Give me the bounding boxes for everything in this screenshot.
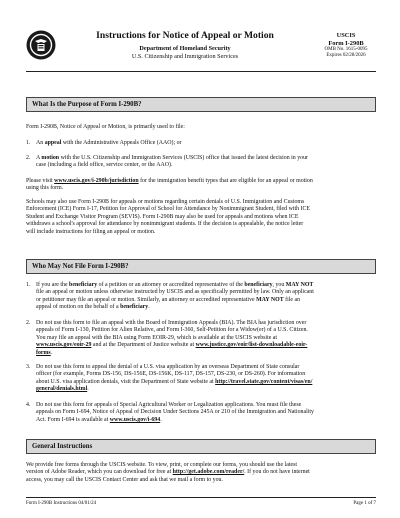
restriction-item-2 (26, 320, 376, 358)
form-info-block (316, 32, 376, 59)
footer-divider (26, 497, 376, 498)
purpose-item-motion (26, 155, 376, 171)
i-694-link[interactable]: www.uscis.gov/i-694 (109, 416, 161, 423)
general-instructions-paragraph: We provide free forms through the USCIS website. To view, print, or complete our forms, you should use the latest version of Adobe Reader, which you can download for free at http://get.adobe.com/reader/. If you do not have internet access, you may call the USCIS Contact Center and ask that we mail a form to you. (26, 462, 310, 483)
list-number: 4. (26, 402, 31, 408)
list-number: 1. (26, 140, 31, 146)
justice-gov-link-cont[interactable]: forms (36, 349, 51, 356)
list-text: Do not use this form to appeal the denial of a U.S. visa application by an overseas Department of State consular officer (for example, Forms DS-156, DS-156E, DS-156K, DS-117, DS-157, DS-230, or DS-260). For information about U.S. visa application denials, visit the Department of State website at http://travel.state.gov/content/visas/en/ general/denials.html. (36, 364, 313, 393)
header-divider (26, 71, 376, 72)
section-heading-purpose: What Is the Purpose of Form I-290B? (26, 97, 376, 112)
jurisdiction-paragraph: Please visit www.uscis.gov/i-290b/jurisdiction for the immigration benefit types that are eligible for an appeal or motion using this form. (26, 178, 313, 192)
travel-state-gov-link-cont[interactable]: general/denials.html (36, 386, 88, 393)
purpose-item-appeal (26, 140, 376, 148)
eoir-29-link[interactable]: www.uscis.gov/eoir-29 (36, 342, 92, 349)
document-title: Instructions for Notice of Appeal or Motion (96, 30, 274, 41)
list-number: 1. (26, 282, 31, 288)
section-heading-general-instructions: General Instructions (26, 439, 376, 454)
document-header (26, 30, 376, 68)
list-text: A motion with the U.S. Citizenship and Immigration Services (USCIS) office that issued the latest decision in your case (including a field office, service center, or the AAO). (36, 155, 308, 169)
list-number: 2. (26, 320, 31, 326)
footer-form-edition: Form I-290B Instructions 04/01/24 (26, 501, 97, 506)
list-text: If you are the beneficiary of a petition or an attorney or accredited representative of the beneficiary, you MAY NOT file an appeal or motion unless otherwise instructed by USCIS and as specifically permitted by law. Only an applicant or petitioner may file an appeal or motion. Similarly, an attorney or accredited representative MAY NOT file an appeal of motion on the behalf of a beneficiary. (36, 282, 314, 311)
list-text: An appeal with the Administrative Appeals Office (AAO); or (36, 140, 182, 146)
adobe-reader-link[interactable]: http://get.adobe.com/reader/ (172, 469, 245, 476)
expiration-date: Expires 02/28/2026 (326, 52, 366, 58)
form-number: Form I-290B (328, 39, 364, 47)
list-text: Do not use this form to file an appeal with the Board of Immigration Appeals (BIA). The BIA has jurisdiction over appeals of Form I-130, Petition for Alien Relative, and Form I-360, Self-Petition for a Widow(er) of a U.S. Citizen. You may file an appeal with the BIA using Form EOIR-29, which is available at the USCIS website at www.uscis.gov/eoir-29 and at the Department of Justice website at www.justice.gov/eoir/list-downloadable-eoir- forms. (36, 320, 308, 356)
agency-abbrev: USCIS (336, 32, 356, 39)
agency-name: U.S. Citizenship and Immigration Services (131, 53, 239, 60)
list-text: Do not use this form for appeals of Special Agricultural Worker or Legalization applications. You must file these appeals on Form I-694, Notice of Appeal of Decision Under Sections 245A or 210 of the Immigration and Nationality Act. Form I-694 is available at www.uscis.gov/i-694. (36, 402, 314, 423)
dhs-seal-icon (26, 30, 56, 60)
jurisdiction-link[interactable]: www.uscis.gov/i-290b/jurisdiction (54, 178, 139, 184)
purpose-intro: Form I-290B, Notice of Appeal or Motion, is primarily used to file: (26, 124, 185, 130)
omb-number: OMB No. 1615-0095 (324, 46, 368, 52)
justice-gov-link[interactable]: www.justice.gov/eoir/list-downloadable-eoir- (195, 342, 308, 349)
restriction-item-1 (26, 282, 376, 313)
department-name: Department of Homeland Security (139, 45, 231, 52)
footer-page-number: Page 1 of 7 (353, 501, 376, 506)
section-heading-who-may-not-file: Who May Not File Form I-290B? (26, 259, 376, 274)
list-number: 2. (26, 155, 31, 161)
list-number: 3. (26, 364, 31, 370)
restriction-item-4 (26, 402, 376, 425)
travel-state-gov-link[interactable]: http://travel.state.gov/content/visas/en/ (215, 378, 313, 385)
restriction-item-3 (26, 364, 376, 395)
schools-paragraph: Schools may also use Form I-290B for appeals or motions regarding certain denials of U.S. Immigration and Customs Enforcement (ICE) Form I-17, Petition for Approval of School for Attendance by Nonimmigrant Student, filed with ICE Student and Exchange Visitor Program (SEVIS). Form I-290B may also be used for appeals and motions when ICE withdraws a school's approval for attendance by nonimmigrant students. If the decision is appealable, the notice letter will include instructions for filing an appeal or motion. (26, 199, 311, 235)
